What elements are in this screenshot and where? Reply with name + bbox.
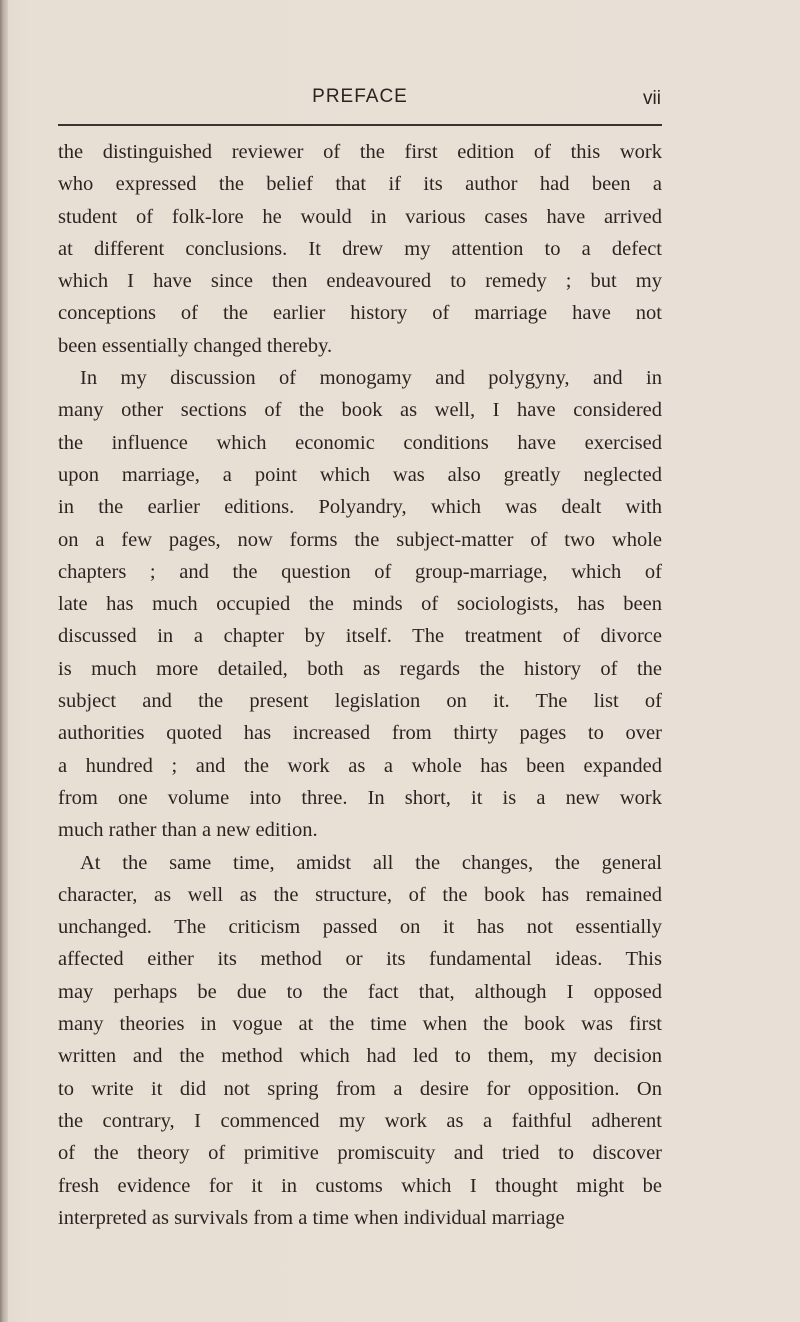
text-line: upon marriage, a point which was also greatly neglected	[58, 463, 662, 486]
text-line: from one volume into three. In short, it is a new work	[58, 786, 662, 809]
text-line: late has much occupied the minds of sociologists, has been	[58, 593, 662, 616]
page-header	[0, 86, 800, 112]
binding-edge	[0, 0, 8, 1322]
text-line: in the earlier editions. Polyandry, which was dealt with	[58, 496, 662, 519]
text-line: of the theory of primitive promiscuity and tried to discover	[58, 1142, 662, 1165]
text-line: affected either its method or its fundamental ideas. This	[58, 948, 662, 971]
text-line: much rather than a new edition.	[58, 819, 318, 842]
text-line: In my discussion of monogamy and polygyny, and in	[80, 367, 662, 390]
text-line: authorities quoted has increased from thirty pages to over	[58, 722, 662, 745]
text-line: written and the method which had led to them, my decision	[58, 1045, 662, 1068]
text-line: student of folk-lore he would in various cases have arrived	[58, 205, 662, 228]
text-line: subject and the present legislation on it. The list of	[58, 690, 662, 713]
text-line: at different conclusions. It drew my attention to a defect	[58, 237, 662, 260]
page-number: vii	[643, 88, 661, 109]
text-line: many other sections of the book as well, I have considered	[58, 399, 662, 422]
text-line: the contrary, I commenced my work as a faithful adherent	[58, 1109, 662, 1132]
body-text	[58, 136, 662, 1234]
text-line: character, as well as the structure, of the book has remained	[58, 883, 662, 906]
text-line: discussed in a chapter by itself. The treatment of divorce	[58, 625, 662, 648]
header-rule	[58, 124, 662, 126]
text-line: which I have since then endeavoured to remedy ; but my	[58, 270, 662, 293]
text-line: may perhaps be due to the fact that, although I opposed	[58, 980, 662, 1003]
text-line: the distinguished reviewer of the first edition of this work	[58, 141, 662, 163]
text-line: chapters ; and the question of group-marriage, which of	[58, 560, 662, 583]
text-line: unchanged. The criticism passed on it has not essentially	[58, 916, 662, 939]
text-line: At the same time, amidst all the changes, the general	[80, 851, 662, 874]
text-line: the influence which economic conditions have exercised	[58, 431, 662, 454]
text-line: who expressed the belief that if its author had been a	[58, 173, 662, 196]
text-line: fresh evidence for it in customs which I thought might be	[58, 1174, 662, 1197]
text-line: to write it did not spring from a desire for opposition. On	[58, 1077, 662, 1100]
text-line: on a few pages, now forms the subject-matter of two whole	[58, 528, 662, 551]
text-line: conceptions of the earlier history of marriage have not	[58, 302, 662, 325]
text-line: many theories in vogue at the time when the book was first	[58, 1013, 662, 1036]
text-line: is much more detailed, both as regards the history of the	[58, 657, 662, 680]
text-line: interpreted as survivals from a time when individual marriage	[58, 1206, 565, 1229]
text-line: been essentially changed thereby.	[58, 334, 333, 357]
running-title: PREFACE	[312, 86, 408, 107]
text-line: a hundred ; and the work as a whole has been expanded	[58, 754, 662, 777]
